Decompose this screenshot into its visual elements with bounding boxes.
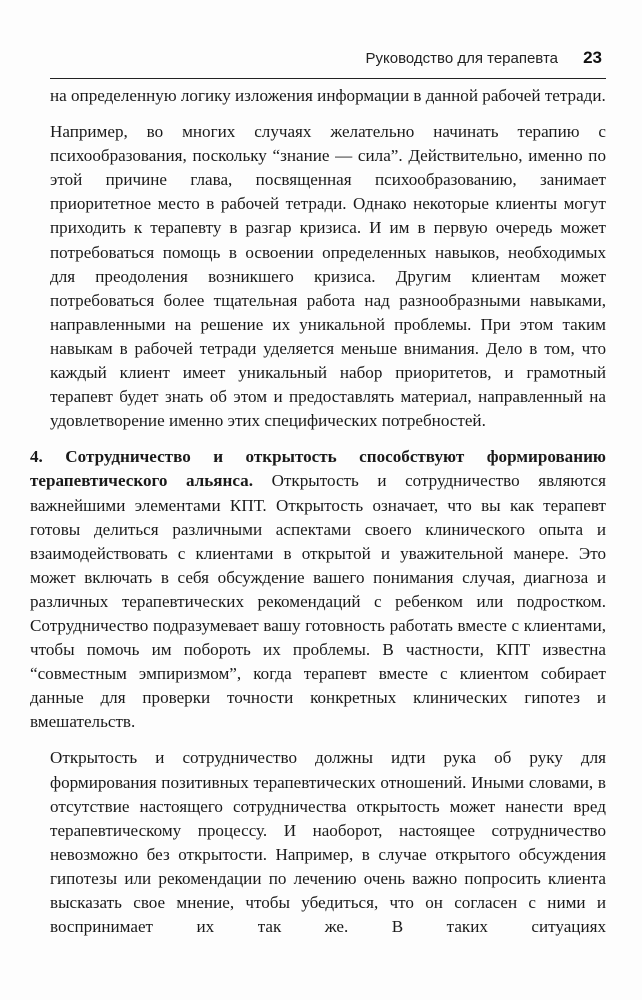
page-number: 23 (583, 48, 602, 67)
running-header (50, 44, 606, 79)
paragraph-continuation: на определенную логику изложения информации в данной рабочей тетради. (50, 86, 606, 105)
list-item-4-body: Открытость и сотрудничество являются важнейшими элементами КПТ. Открытость означает, что вы как терапевт готовы делиться различными аспектами своего клинического опыта и взаимодействовать с клиентами в открытой и уважительной манере. Это может включать в себя обсуждение вашего понимания случая, диагноза и различных терапевтических рекомендаций с ребенком или подростком. Сотрудничество подразумевает вашу готовность работать вместе с клиентами, чтобы помочь им побороть их проблемы. В частности, КПТ известна “совместным эмпиризмом”, когда терапевт вместе с клиентом собирает данные для проверки точности конкретных клинических гипотез и вмешательств. (30, 471, 606, 732)
list-item-4-text (30, 445, 606, 734)
list-item-4-number: 4. (30, 447, 43, 467)
list-item-4 (30, 445, 606, 734)
paragraph-psychoeducation: Например, во многих случаях желательно начинать терапию с психообразования, поскольку “знание — сила”. Действительно, именно по этой причине глава, посвященная психообразованию, занимает приоритетное место в рабочей тетради. Однако некоторые клиенты могут приходить к терапевту в разгар кризиса. И им в первую очередь может потребоваться помощь в освоении определенных навыков, необходимых для преодоления возникшего кризиса. Другим клиентам может потребоваться более тщательная работа над разнообразными навыками, направленными на решение их уникальной проблемы. При этом таким навыкам в рабочей тетради уделяется меньше внимания. Дело в том, что каждый клиент имеет уникальный набор приоритетов, и грамотный терапевт будет знать об этом и предоставлять материал, направленный на удовлетворение именно этих специфических потребностей. (50, 122, 606, 431)
indented-block (50, 84, 606, 433)
page-body (30, 84, 606, 939)
header-title: Руководство для терапевта (365, 50, 558, 67)
paragraph-openness: Открытость и сотрудничество должны идти рука об руку для формирования позитивных терапевтических отношений. Иными словами, в отсутствие настоящего сотрудничества открытость может нанести вред терапевтическому процессу. И наоборот, настоящее сотрудничество невозможно без открытости. Например, в случае открытого обсуждения гипотезы или рекомендации по лечению очень важно попросить клиента высказать свое мнение, чтобы убедиться, что он согласен с ними и воспринимает их так же. В таких ситуациях (50, 748, 606, 937)
list-item-4-heading: Сотрудничество и открытость способствуют формированию терапевтического альянса. (30, 447, 606, 491)
